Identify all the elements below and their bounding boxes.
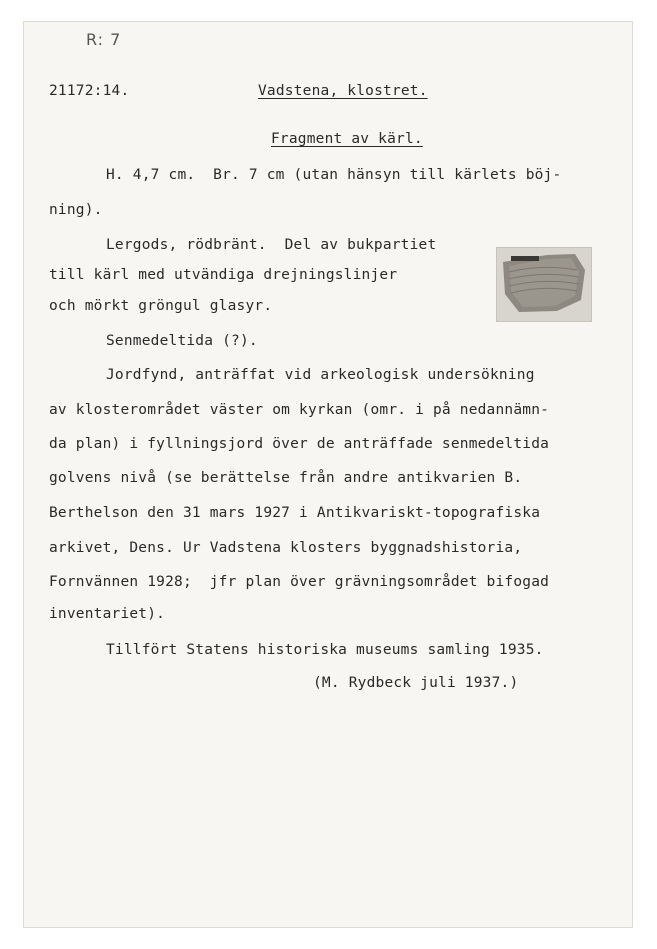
text-line: inventariet).	[49, 606, 166, 622]
text-line: da plan) i fyllningsjord över de anträffade senmedeltida	[49, 436, 550, 452]
text-line: Berthelson den 31 mars 1927 i Antikvariskt-topografiska	[49, 505, 541, 521]
handwritten-mark: R: 7	[86, 30, 122, 49]
text-line: Fornvännen 1928; jfr plan över grävningsområdet bifogad	[49, 574, 550, 590]
text-line: till kärl med utvändiga drejningslinjer	[49, 267, 398, 283]
catalog-number: 21172:14.	[49, 83, 130, 99]
pottery-fragment-photo	[496, 247, 592, 322]
text-line: och mörkt gröngul glasyr.	[49, 298, 273, 314]
signature-line: (M. Rydbeck juli 1937.)	[313, 675, 519, 691]
text-line: av klosterområdet väster om kyrkan (omr. i på nedannämn-	[49, 402, 550, 418]
text-line: Lergods, rödbränt. Del av bukpartiet	[106, 237, 437, 253]
location-title: Vadstena, klostret.	[258, 83, 428, 99]
text-line: golvens nivå (se berättelse från andre antikvarien B.	[49, 470, 523, 486]
text-line: H. 4,7 cm. Br. 7 cm (utan hänsyn till kärlets böj-	[106, 167, 562, 183]
text-line: Senmedeltida (?).	[106, 333, 258, 349]
text-line: ning).	[49, 202, 103, 218]
object-title: Fragment av kärl.	[271, 131, 423, 147]
text-line: Jordfynd, anträffat vid arkeologisk undersökning	[106, 367, 535, 383]
text-line: Tillfört Statens historiska museums samling 1935.	[106, 642, 544, 658]
text-line: arkivet, Dens. Ur Vadstena klosters byggnadshistoria,	[49, 540, 523, 556]
